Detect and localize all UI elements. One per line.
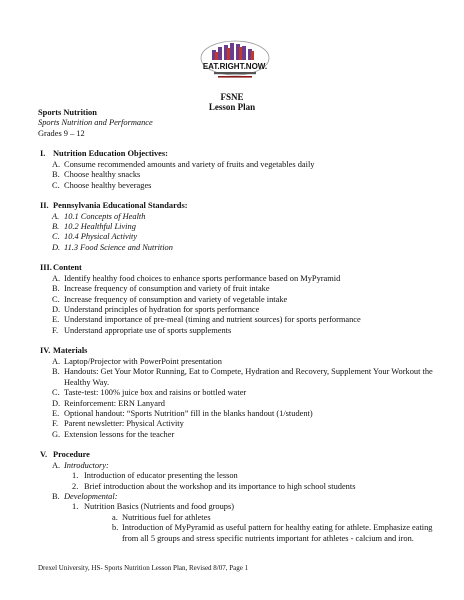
section-number: II. (40, 201, 49, 211)
list-item: B. Handouts: Get Your Motor Running, Eat to Compete, Hydration and Recovery, Supplement Your Workout the Healthy Way. (52, 367, 433, 387)
lesson-title: Sports Nutrition (38, 108, 97, 117)
list-item: A. Consume recommended amounts and variety of fruits and vegetables daily (52, 159, 315, 169)
section-heading: Content (53, 263, 82, 273)
list-item: D. Reinforcement: ERN Lanyard (52, 398, 165, 408)
list-item: a. Nutritious fuel for athletes (112, 512, 211, 522)
subsection-developmental: B. Developmental: (52, 491, 118, 501)
section-number: I. (40, 149, 46, 159)
list-item: E. Optional handout: “Sports Nutrition” fill in the blanks handout (1/student) (52, 408, 313, 418)
doc-header-type: Lesson Plan (208, 102, 256, 112)
list-item: G. Extension lessons for the teacher (52, 429, 175, 439)
list-item: E. Understand importance of pre-meal (timing and nutrient sources) for sports performance (52, 315, 361, 325)
list-item: B. Choose healthy snacks (52, 170, 141, 180)
section-objectives (38, 149, 438, 191)
section-number: III. (40, 263, 52, 273)
section-procedure (38, 450, 438, 544)
list-item: A. Identify healthy food choices to enhance sports performance based on MyPyramid (52, 273, 341, 283)
lesson-grades: Grades 9 – 12 (38, 128, 85, 138)
eat-right-now-logo (196, 38, 274, 82)
list-item: C. 10.4 Physical Activity (52, 232, 138, 242)
list-item: B. Increase frequency of consumption and variety of fruit intake (52, 284, 270, 294)
list-item: D. 11.3 Food Science and Nutrition (52, 242, 173, 252)
list-item: A. 10.1 Concepts of Health (52, 211, 146, 221)
section-standards (38, 201, 438, 253)
section-heading: Nutrition Education Objectives: (53, 149, 168, 159)
section-content (38, 263, 438, 336)
list-item: A. Laptop/Projector with PowerPoint presentation (52, 356, 222, 366)
section-heading: Materials (53, 346, 88, 356)
list-item: 1. Nutrition Basics (Nutrients and food groups) (72, 502, 235, 512)
section-number: V. (40, 450, 48, 460)
list-item: F. Parent newsletter: Physical Activity (52, 419, 184, 429)
list-item: C. Taste-test: 100% juice box and raisins or bottled water (52, 388, 247, 398)
list-item: 1. Introduction of educator presenting the lesson (72, 471, 238, 481)
lesson-content (38, 108, 438, 544)
section-materials (38, 346, 438, 440)
list-item: B. 10.2 Healthful Living (52, 222, 136, 232)
section-heading: Procedure (53, 450, 90, 460)
list-item: C. Choose healthy beverages (52, 180, 152, 190)
subsection-introductory: A. Introductory: (52, 460, 109, 470)
list-item: C. Increase frequency of consumption and variety of vegetable intake (52, 294, 288, 304)
list-item: F. Understand appropriate use of sports supplements (52, 325, 232, 335)
page-footer: Drexel University, HS- Sports Nutrition Lesson Plan, Revised 8/07, Page 1 (38, 564, 249, 572)
list-item: 2. Brief introduction about the workshop and its importance to high school students (72, 481, 356, 491)
doc-header-org: FSNE (220, 92, 244, 102)
logo-text: EAT.RIGHT.NOW. (202, 62, 268, 71)
lesson-subtitle: Sports Nutrition and Performance (38, 118, 153, 128)
list-item: b. Introduction of MyPyramid as useful pattern for healthy eating for athlete. Emphasize eating from all 5 groups and stress specific nutrients important for athletes - calcium and iron. (112, 523, 433, 543)
list-item: D. Understand principles of hydration for sports performance (52, 305, 260, 315)
section-number: IV. (40, 346, 51, 356)
section-heading: Pennsylvania Educational Standards: (53, 201, 188, 211)
